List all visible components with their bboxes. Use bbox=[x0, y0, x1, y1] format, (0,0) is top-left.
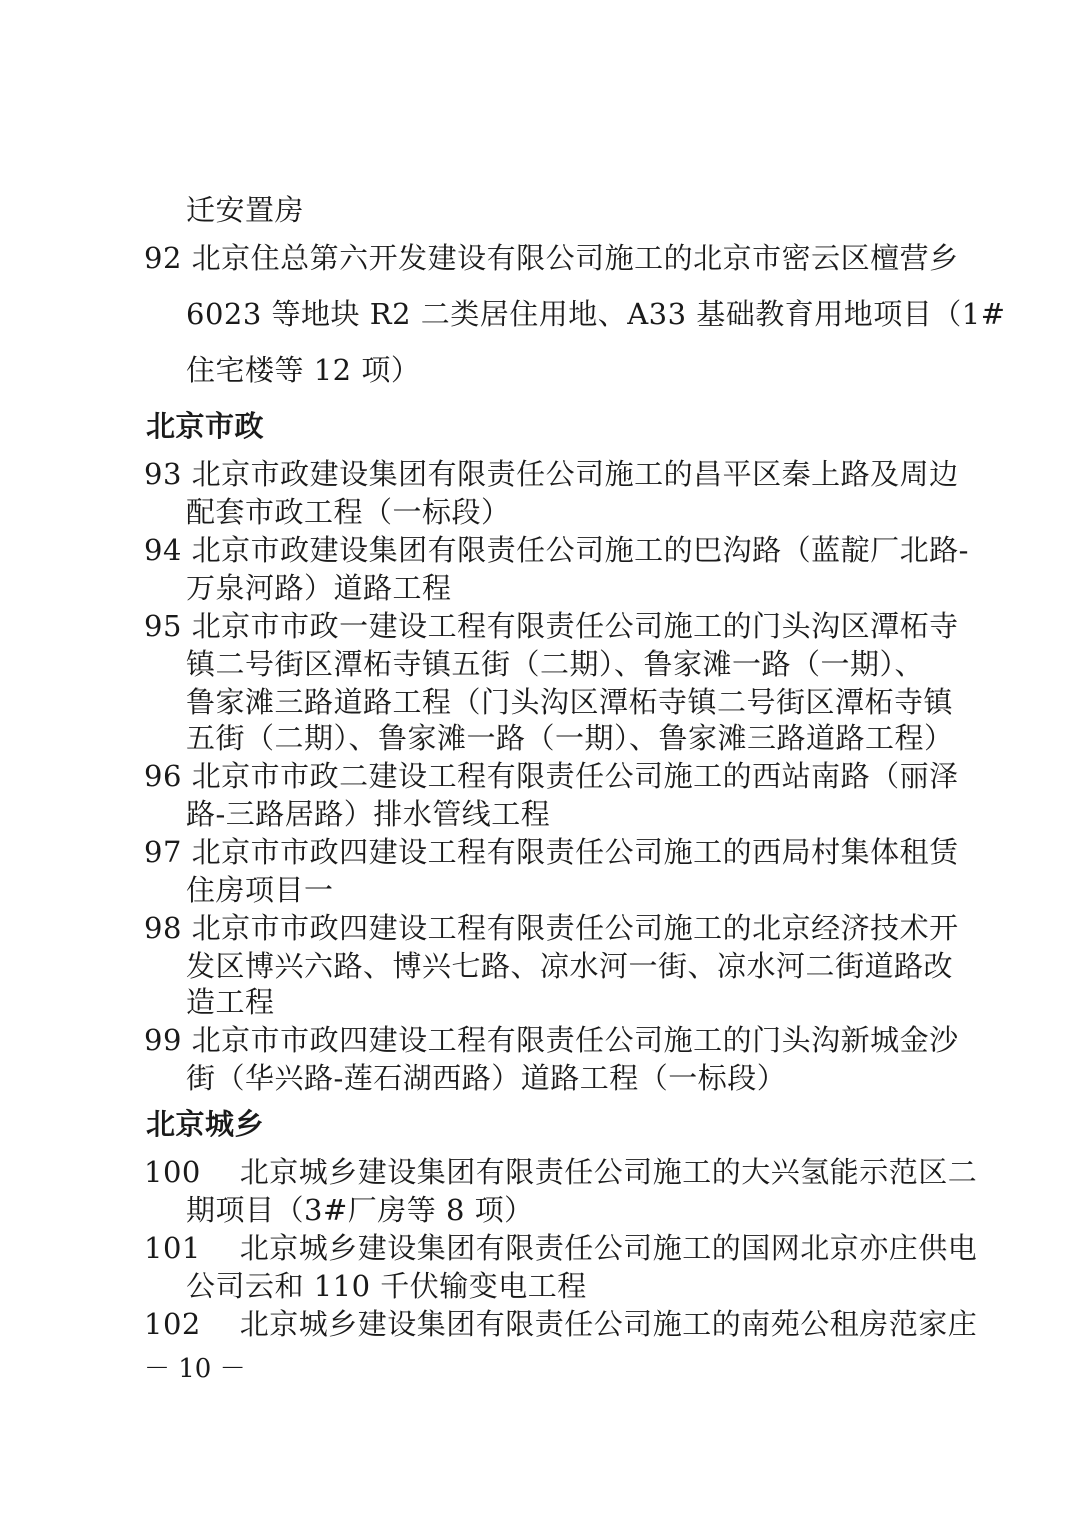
text-line: 发区博兴六路、博兴七路、凉水河一街、凉水河二街道路改 bbox=[186, 949, 954, 983]
text-line: 造工程 bbox=[186, 985, 275, 1019]
section-heading-beijing-urban-rural: 北京城乡 bbox=[146, 1107, 265, 1141]
list-item-94: 94 北京市政建设集团有限责任公司施工的巴沟路（蓝靛厂北路- bbox=[144, 533, 969, 567]
text-line: 镇二号街区潭柘寺镇五街（二期）、鲁家滩一路（一期）、 bbox=[186, 647, 925, 681]
list-item-100: 100 北京城乡建设集团有限责任公司施工的大兴氢能示范区二 bbox=[144, 1155, 978, 1189]
list-item-96: 96 北京市市政二建设工程有限责任公司施工的西站南路（丽泽 bbox=[144, 759, 959, 793]
text-line: 配套市政工程（一标段） bbox=[186, 495, 511, 529]
list-item-99: 99 北京市市政四建设工程有限责任公司施工的门头沟新城金沙 bbox=[144, 1023, 959, 1057]
text-line: 五街（二期）、鲁家滩一路（一期）、鲁家滩三路道路工程） bbox=[186, 721, 954, 755]
list-item-97: 97 北京市市政四建设工程有限责任公司施工的西局村集体租赁 bbox=[144, 835, 959, 869]
text-line: 住宅楼等 12 项） bbox=[186, 353, 421, 387]
list-item-95: 95 北京市市政一建设工程有限责任公司施工的门头沟区潭柘寺 bbox=[144, 609, 959, 643]
section-heading-beijing-municipal: 北京市政 bbox=[146, 409, 265, 443]
text-line: 万泉河路）道路工程 bbox=[186, 571, 452, 605]
text-line: 迁安置房 bbox=[186, 193, 305, 227]
list-item-98: 98 北京市市政四建设工程有限责任公司施工的北京经济技术开 bbox=[144, 911, 959, 945]
text-line: 鲁家滩三路道路工程（门头沟区潭柘寺镇二号街区潭柘寺镇 bbox=[186, 685, 954, 719]
text-line: 期项目（3#厂房等 8 项） bbox=[186, 1193, 534, 1227]
text-line: 街（华兴路-莲石湖西路）道路工程（一标段） bbox=[186, 1061, 787, 1095]
text-line: 住房项目一 bbox=[186, 873, 334, 907]
text-line: 公司云和 110 千伏输变电工程 bbox=[186, 1269, 587, 1303]
list-item-93: 93 北京市政建设集团有限责任公司施工的昌平区秦上路及周边 bbox=[144, 457, 959, 491]
list-item-92: 92 北京住总第六开发建设有限公司施工的北京市密云区檀营乡 bbox=[144, 241, 959, 275]
text-line: 6023 等地块 R2 二类居住用地、A33 基础教育用地项目（1# bbox=[186, 297, 1006, 331]
page-number: － 10 － bbox=[144, 1354, 246, 1384]
list-item-102: 102 北京城乡建设集团有限责任公司施工的南苑公租房范家庄 bbox=[144, 1307, 978, 1341]
list-item-101: 101 北京城乡建设集团有限责任公司施工的国网北京亦庄供电 bbox=[144, 1231, 978, 1265]
text-line: 路-三路居路）排水管线工程 bbox=[186, 797, 551, 831]
